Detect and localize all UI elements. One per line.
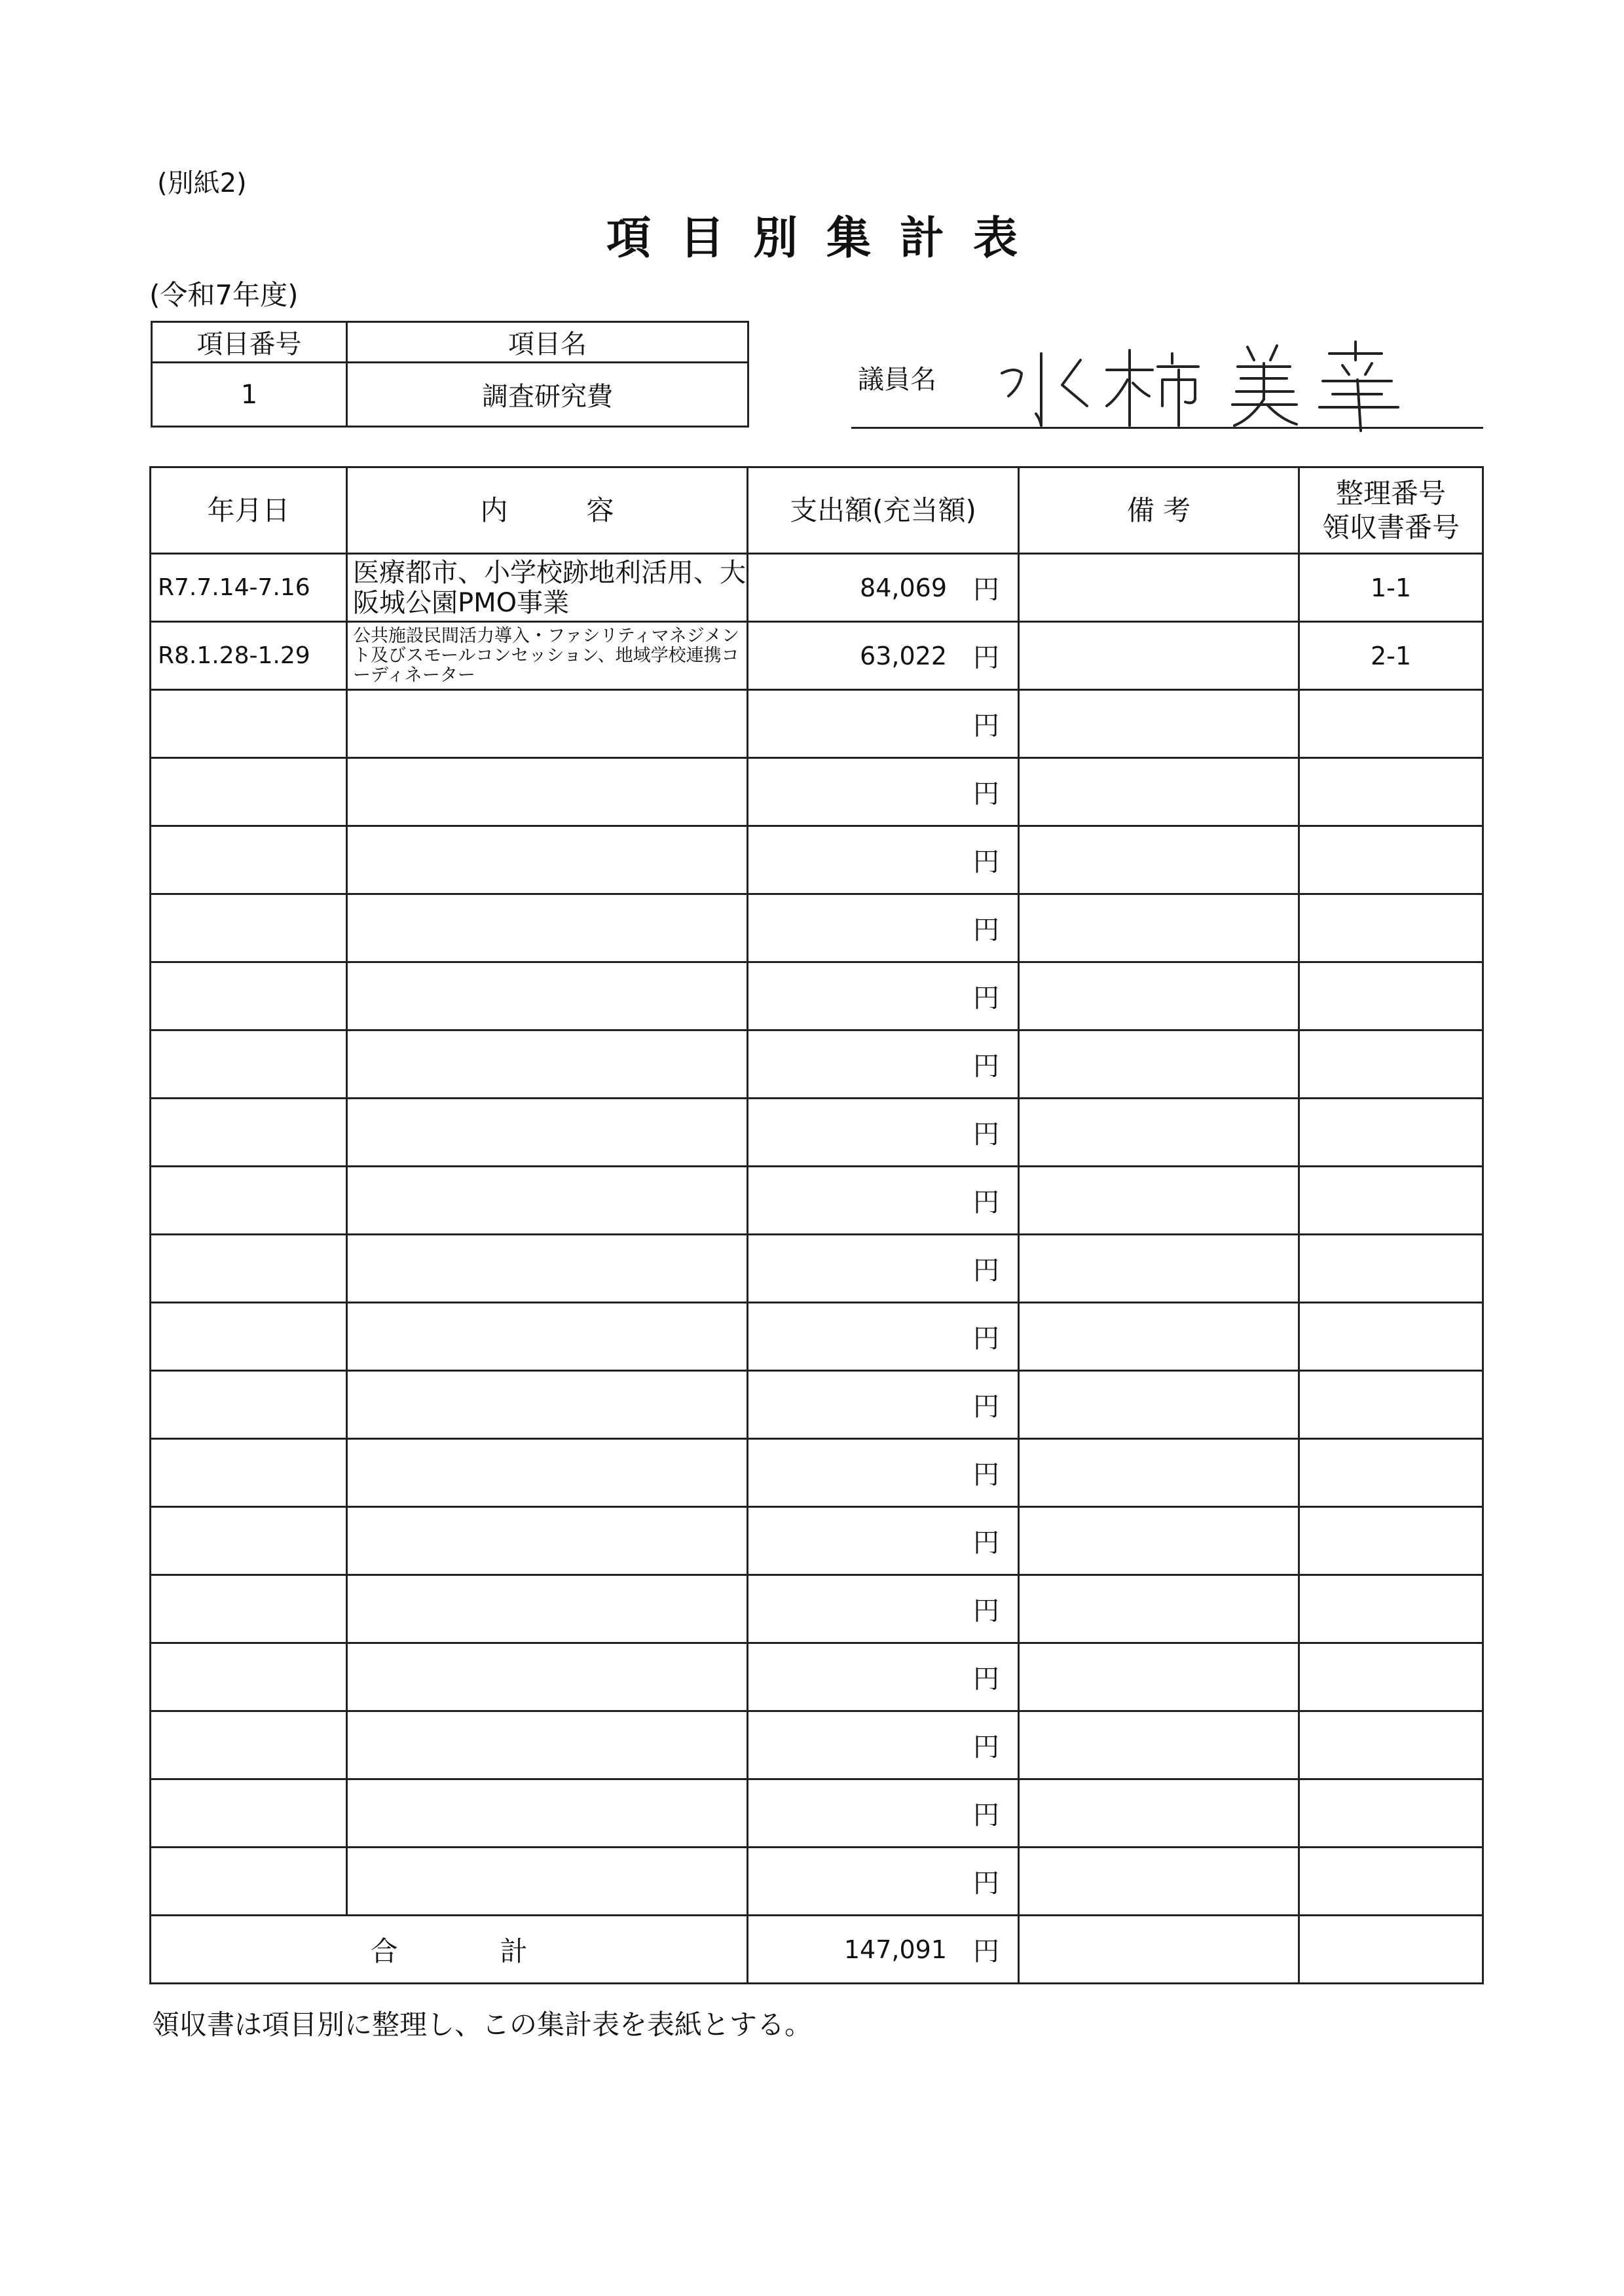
table-row: [151, 1303, 1483, 1371]
content-header-part-2: 容: [586, 494, 614, 526]
row-amount-cell: [748, 622, 1019, 690]
row-remarks: [1019, 1030, 1299, 1099]
row-amount-cell: [748, 962, 1019, 1030]
row-amount-cell: [748, 1439, 1019, 1507]
row-date: [151, 1779, 347, 1848]
table-row: [151, 1371, 1483, 1439]
row-reference: [1299, 690, 1483, 758]
row-amount-cell: [748, 1507, 1019, 1575]
item-name-header: 項目名: [347, 322, 748, 363]
row-amount-cell: [748, 554, 1019, 622]
row-content: [347, 826, 748, 894]
total-reference: [1299, 1916, 1483, 1984]
row-remarks: [1019, 1439, 1299, 1507]
yen-unit: 円: [973, 1528, 999, 1558]
row-remarks: [1019, 962, 1299, 1030]
row-content: [347, 1030, 748, 1099]
document-title: 項目別集計表: [606, 213, 1046, 264]
row-reference: [1299, 1303, 1483, 1371]
item-table: [151, 321, 749, 428]
table-row: [151, 1167, 1483, 1235]
row-remarks: [1019, 1371, 1299, 1439]
content-column-header: [347, 467, 748, 554]
yen-unit: 円: [973, 1460, 999, 1490]
table-row: [151, 1643, 1483, 1711]
row-date: [151, 894, 347, 962]
table-row: [151, 1235, 1483, 1303]
member-name-underline: [851, 427, 1483, 429]
row-date: [151, 962, 347, 1030]
member-name-label: 議員名: [858, 365, 936, 395]
row-remarks: [1019, 1303, 1299, 1371]
row-remarks: [1019, 690, 1299, 758]
row-date: [151, 1439, 347, 1507]
yen-unit: 円: [973, 1051, 999, 1082]
fiscal-year-label: (令和7年度): [149, 279, 299, 311]
row-date: [151, 1575, 347, 1643]
row-content: [347, 1439, 748, 1507]
member-signature: [989, 334, 1414, 432]
row-reference: [1299, 1167, 1483, 1235]
row-reference: [1299, 1711, 1483, 1779]
empty-rows: [151, 690, 1483, 1916]
row-reference: [1299, 1439, 1483, 1507]
content-header-part-1: 内: [480, 494, 508, 526]
ledger-header-row: [151, 467, 1483, 554]
row-date: [151, 1235, 347, 1303]
row-reference: [1299, 962, 1483, 1030]
table-row: [151, 1779, 1483, 1848]
row-content: [347, 554, 748, 622]
table-row: [151, 1848, 1483, 1916]
row-remarks: [1019, 1711, 1299, 1779]
row-amount-cell: [748, 826, 1019, 894]
yen-unit: 円: [973, 1664, 999, 1694]
row-amount-cell: [748, 1099, 1019, 1167]
total-label: [151, 1916, 748, 1984]
yen-unit: 円: [973, 1392, 999, 1422]
row-date: [151, 690, 347, 758]
row-amount: 63,022: [860, 641, 947, 670]
row-amount-cell: [748, 1643, 1019, 1711]
item-name-value: 調査研究費: [347, 363, 748, 427]
row-amount-cell: [748, 690, 1019, 758]
row-amount-cell: [748, 1371, 1019, 1439]
yen-unit: 円: [973, 1188, 999, 1218]
yen-unit: 円: [973, 1937, 999, 1967]
row-content: [347, 1507, 748, 1575]
row-remarks: [1019, 1643, 1299, 1711]
table-row: [151, 1099, 1483, 1167]
row-reference: [1299, 1030, 1483, 1099]
total-label-part-1: 合: [370, 1935, 398, 1967]
row-date: [151, 1711, 347, 1779]
item-number-header: 項目番号: [152, 322, 347, 363]
row-amount-cell: [748, 1167, 1019, 1235]
row-reference: [1299, 1507, 1483, 1575]
date-column-header: 年月日: [151, 467, 347, 554]
yen-unit: 円: [973, 915, 999, 945]
row-content: [347, 1575, 748, 1643]
yen-unit: 円: [973, 711, 999, 741]
row-content: [347, 622, 748, 690]
row-date: R8.1.28-1.29: [151, 622, 347, 690]
yen-unit: 円: [973, 1256, 999, 1286]
row-content-text: 公共施設民間活力導入・ファシリティマネジメント及びスモールコンセッション、地域学校連携コーディネーター: [353, 625, 739, 685]
yen-unit: 円: [973, 1596, 999, 1626]
remarks-column-header: 備 考: [1019, 467, 1299, 554]
row-date: [151, 1167, 347, 1235]
reference-column-header: [1299, 467, 1483, 554]
yen-unit: 円: [973, 1324, 999, 1354]
row-remarks: [1019, 1167, 1299, 1235]
row-remarks: [1019, 1099, 1299, 1167]
table-row: [151, 1711, 1483, 1779]
yen-unit: 円: [973, 575, 999, 605]
row-reference: [1299, 894, 1483, 962]
table-row: [151, 894, 1483, 962]
row-remarks: [1019, 1848, 1299, 1916]
row-amount-cell: [748, 1303, 1019, 1371]
row-remarks: [1019, 826, 1299, 894]
yen-unit: 円: [973, 1120, 999, 1150]
row-content: [347, 1167, 748, 1235]
row-date: [151, 1643, 347, 1711]
reference-header-line-1: 整理番号: [1335, 477, 1446, 509]
row-remarks: [1019, 1779, 1299, 1848]
yen-unit: 円: [973, 847, 999, 877]
row-reference: [1299, 758, 1483, 826]
table-row: [151, 1507, 1483, 1575]
row-content: [347, 1711, 748, 1779]
row-date: [151, 1848, 347, 1916]
row-reference: [1299, 1235, 1483, 1303]
total-amount: 147,091: [843, 1935, 947, 1964]
expense-ledger-table: [149, 466, 1484, 1984]
attachment-label: (別紙2): [157, 168, 247, 198]
row-reference: [1299, 1371, 1483, 1439]
row-remarks: [1019, 1507, 1299, 1575]
table-row: [151, 1030, 1483, 1099]
row-content: [347, 758, 748, 826]
row-remarks: [1019, 1235, 1299, 1303]
row-date: R7.7.14-7.16: [151, 554, 347, 622]
row-reference: 2-1: [1299, 622, 1483, 690]
row-amount: 84,069: [860, 573, 947, 602]
row-content: [347, 1099, 748, 1167]
row-amount-cell: [748, 1848, 1019, 1916]
yen-unit: 円: [973, 1868, 999, 1899]
row-content: [347, 1779, 748, 1848]
row-remarks: [1019, 758, 1299, 826]
row-amount-cell: [748, 894, 1019, 962]
table-row: [151, 758, 1483, 826]
row-remarks: [1019, 894, 1299, 962]
row-content: [347, 1643, 748, 1711]
yen-unit: 円: [973, 1732, 999, 1762]
row-date: [151, 1507, 347, 1575]
row-reference: [1299, 1848, 1483, 1916]
row-date: [151, 826, 347, 894]
item-number-value: 1: [152, 363, 347, 427]
row-content-text: 医療都市、小学校跡地利活用、大阪城公園PMO事業: [353, 557, 746, 618]
row-reference: [1299, 1099, 1483, 1167]
row-remarks: [1019, 1575, 1299, 1643]
table-row: [151, 1575, 1483, 1643]
row-content: [347, 1848, 748, 1916]
table-row: [151, 690, 1483, 758]
row-reference: [1299, 1643, 1483, 1711]
row-remarks: [1019, 554, 1299, 622]
table-row: [151, 826, 1483, 894]
yen-unit: 円: [973, 1800, 999, 1831]
row-amount-cell: [748, 758, 1019, 826]
row-date: [151, 1371, 347, 1439]
row-content: [347, 1371, 748, 1439]
row-date: [151, 1099, 347, 1167]
row-amount-cell: [748, 1575, 1019, 1643]
row-remarks: [1019, 622, 1299, 690]
table-row: [151, 554, 1483, 622]
row-reference: [1299, 1575, 1483, 1643]
table-row: [151, 622, 1483, 690]
reference-header-line-2: 領収書番号: [1321, 511, 1460, 543]
row-date: [151, 1030, 347, 1099]
yen-unit: 円: [973, 779, 999, 809]
table-row: [151, 1439, 1483, 1507]
row-reference: 1-1: [1299, 554, 1483, 622]
row-amount-cell: [748, 1779, 1019, 1848]
row-date: [151, 758, 347, 826]
row-content: [347, 894, 748, 962]
total-amount-cell: [748, 1916, 1019, 1984]
row-content: [347, 1235, 748, 1303]
total-remarks: [1019, 1916, 1299, 1984]
row-date: [151, 1303, 347, 1371]
row-content: [347, 1303, 748, 1371]
row-amount-cell: [748, 1235, 1019, 1303]
footnote: 領収書は項目別に整理し、この集計表を表紙とする。: [152, 2009, 813, 2041]
row-amount-cell: [748, 1030, 1019, 1099]
yen-unit: 円: [973, 983, 999, 1013]
row-amount-cell: [748, 1711, 1019, 1779]
amount-column-header: 支出額(充当額): [748, 467, 1019, 554]
table-row: [151, 962, 1483, 1030]
row-reference: [1299, 826, 1483, 894]
row-reference: [1299, 1779, 1483, 1848]
row-content: [347, 962, 748, 1030]
yen-unit: 円: [973, 643, 999, 673]
total-label-part-2: 計: [500, 1935, 528, 1967]
total-row: [151, 1916, 1483, 1984]
row-content: [347, 690, 748, 758]
